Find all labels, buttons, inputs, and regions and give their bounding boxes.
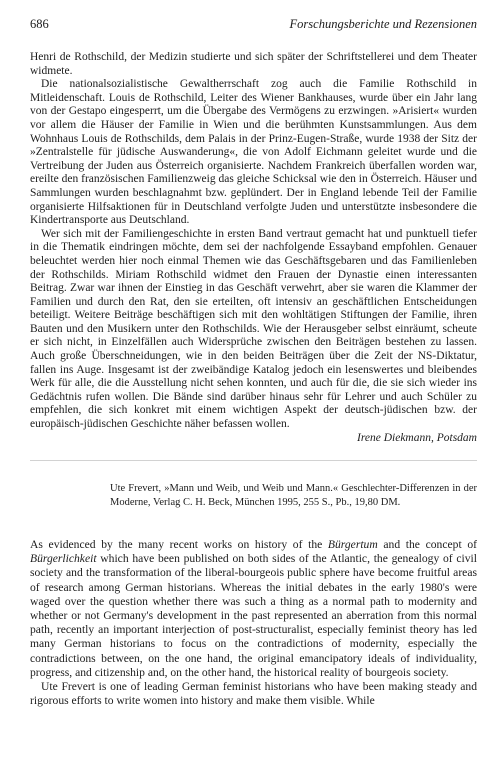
review-paragraph: Die nationalsozialistische Gewaltherrschaft zog auch die Familie Rothschild in Mitleidenschaft. Louis de Rothschild, Leiter des Wiener Bankhauses, wurde über ein Jahr lang von der Gestapo eingesperrt, um die Übergabe des Vermögens zu erzwingen. »Arisiert« wurden vor allem die Häuser der Familie in Wien und die berühmten Kunstsammlungen. Aus dem Wohnhaus Louis de Rothschilds, dem Palais in der Prinz-Eugen-Straße, wurde 1938 der Sitz der »Zentralstelle für jüdische Auswanderung«, die von Adolf Eichmann geleitet wurde und die Vertreibung der Juden aus Österreich organisierte. Nachdem Frankreich überfallen worden war, ereilte den französischen Familienzweig das gleiche Schicksal wie den in Österreich. Häuser und Sammlungen wurden beschlagnahmt bzw. geplündert. Der in England lebende Teil der Familie organisierte Hilfsaktionen für in Deutschland verfolgte Juden und unterstützte insbesondere die Kindertransporte aus Deutschland. <box>30 78 477 227</box>
italic-term: Bürgerlichkeit <box>30 552 97 566</box>
text-run: which have been published on both sides of the Atlantic, the genealogy of civil society and the transformation of the liberal-bourgeois public sphere have become fruitful areas of research among German historians. Whereas the initial debates in the early 1980's were waged over the question whether there was such a thing as a normal path to modernity and whether or not Germany's development in the past represented an aberration from this normal path, recently an important interjection of post-structuralist, especially feminist theory has led many German historians to focus on the contradictions of modernity, especially the contradictions between, on the one hand, the original emancipatory ideals of individuality, progress, and citizenship and, on the other hand, the historical reality of bourgeois society. <box>30 552 477 679</box>
review-paragraph: Ute Frevert is one of leading German feminist historians who have been making steady and rigorous efforts to write women into history and make them visible. While <box>30 680 477 708</box>
review-english <box>30 538 477 708</box>
review-paragraph <box>30 538 477 680</box>
section-divider <box>30 460 477 461</box>
section-title: Forschungsberichte und Rezensionen <box>289 17 477 31</box>
italic-term: Bürgertum <box>327 538 378 551</box>
bibliographic-entry: Ute Frevert, »Mann und Weib, und Weib und Mann.« Geschlechter-Differenzen in der Moderne, Verlag C. H. Beck, München 1995, 255 S., Pb., 19,80 DM. <box>110 483 477 508</box>
book-page <box>30 0 477 784</box>
reviewer-signature: Irene Diekmann, Potsdam <box>357 431 477 444</box>
review-german <box>30 51 477 445</box>
review-paragraph: Wer sich mit der Familiengeschichte in ersten Band vertraut gemacht hat und punktuell tiefer in die Thematik eindringen möchte, dem sei der nachfolgende Essayband empfohlen. Genauer beleuchtet werden hier noch einmal Themen wie das Geschäftsgebaren und das Familienleben der Rothschilds. Miriam Rothschild widmet den Frauen der Dynastie einen interessanten Beitrag. Zwar war ihnen der Einstieg in das Geschäft verwehrt, aber sie waren die Klammer der Familien und durch den Rat, den sie erteilten, oft intensiv an geschäftlichen Entscheidungen beteiligt. Weitere Beiträge beschäftigen sich mit den wohltätigen Stiftungen der Familie, ihren Bauten und den Musikern unter den Rothschilds. Wie der Herausgeber selbst einräumt, scheute er sich nicht, in Einzelfällen auch Widersprüche zwischen den Beiträgen bestehen zu lassen. Auch große Überschneidungen, wie in den beiden Beiträgen über die Zeit der NS-Diktatur, fallen ins Auge. Insgesamt ist der zweibändige Katalog jedoch ein lesenswertes und bleibendes Werk für alle, die die Ausstellung nicht sehen konnten, und auch für die, die sie sich wieder ins Gedächtnis rufen wollen. Die Bände sind darüber hinaus sehr für Lehrer und auch Schüler zu empfehlen, die sich konkret mit einem wichtigen Aspekt der deutsch-jüdischen bzw. der europäisch-jüdischen Geschichte näher befassen wollen. <box>30 227 477 431</box>
page-number: 686 <box>30 17 49 31</box>
text-run: As evidenced by the many recent works on history of the <box>30 538 328 551</box>
text-run: and the concept of <box>377 538 477 551</box>
review-paragraph: Henri de Rothschild, der Medizin studierte und sich später der Schriftstellerei und dem Theater widmete. <box>30 51 477 77</box>
running-head <box>30 17 477 32</box>
